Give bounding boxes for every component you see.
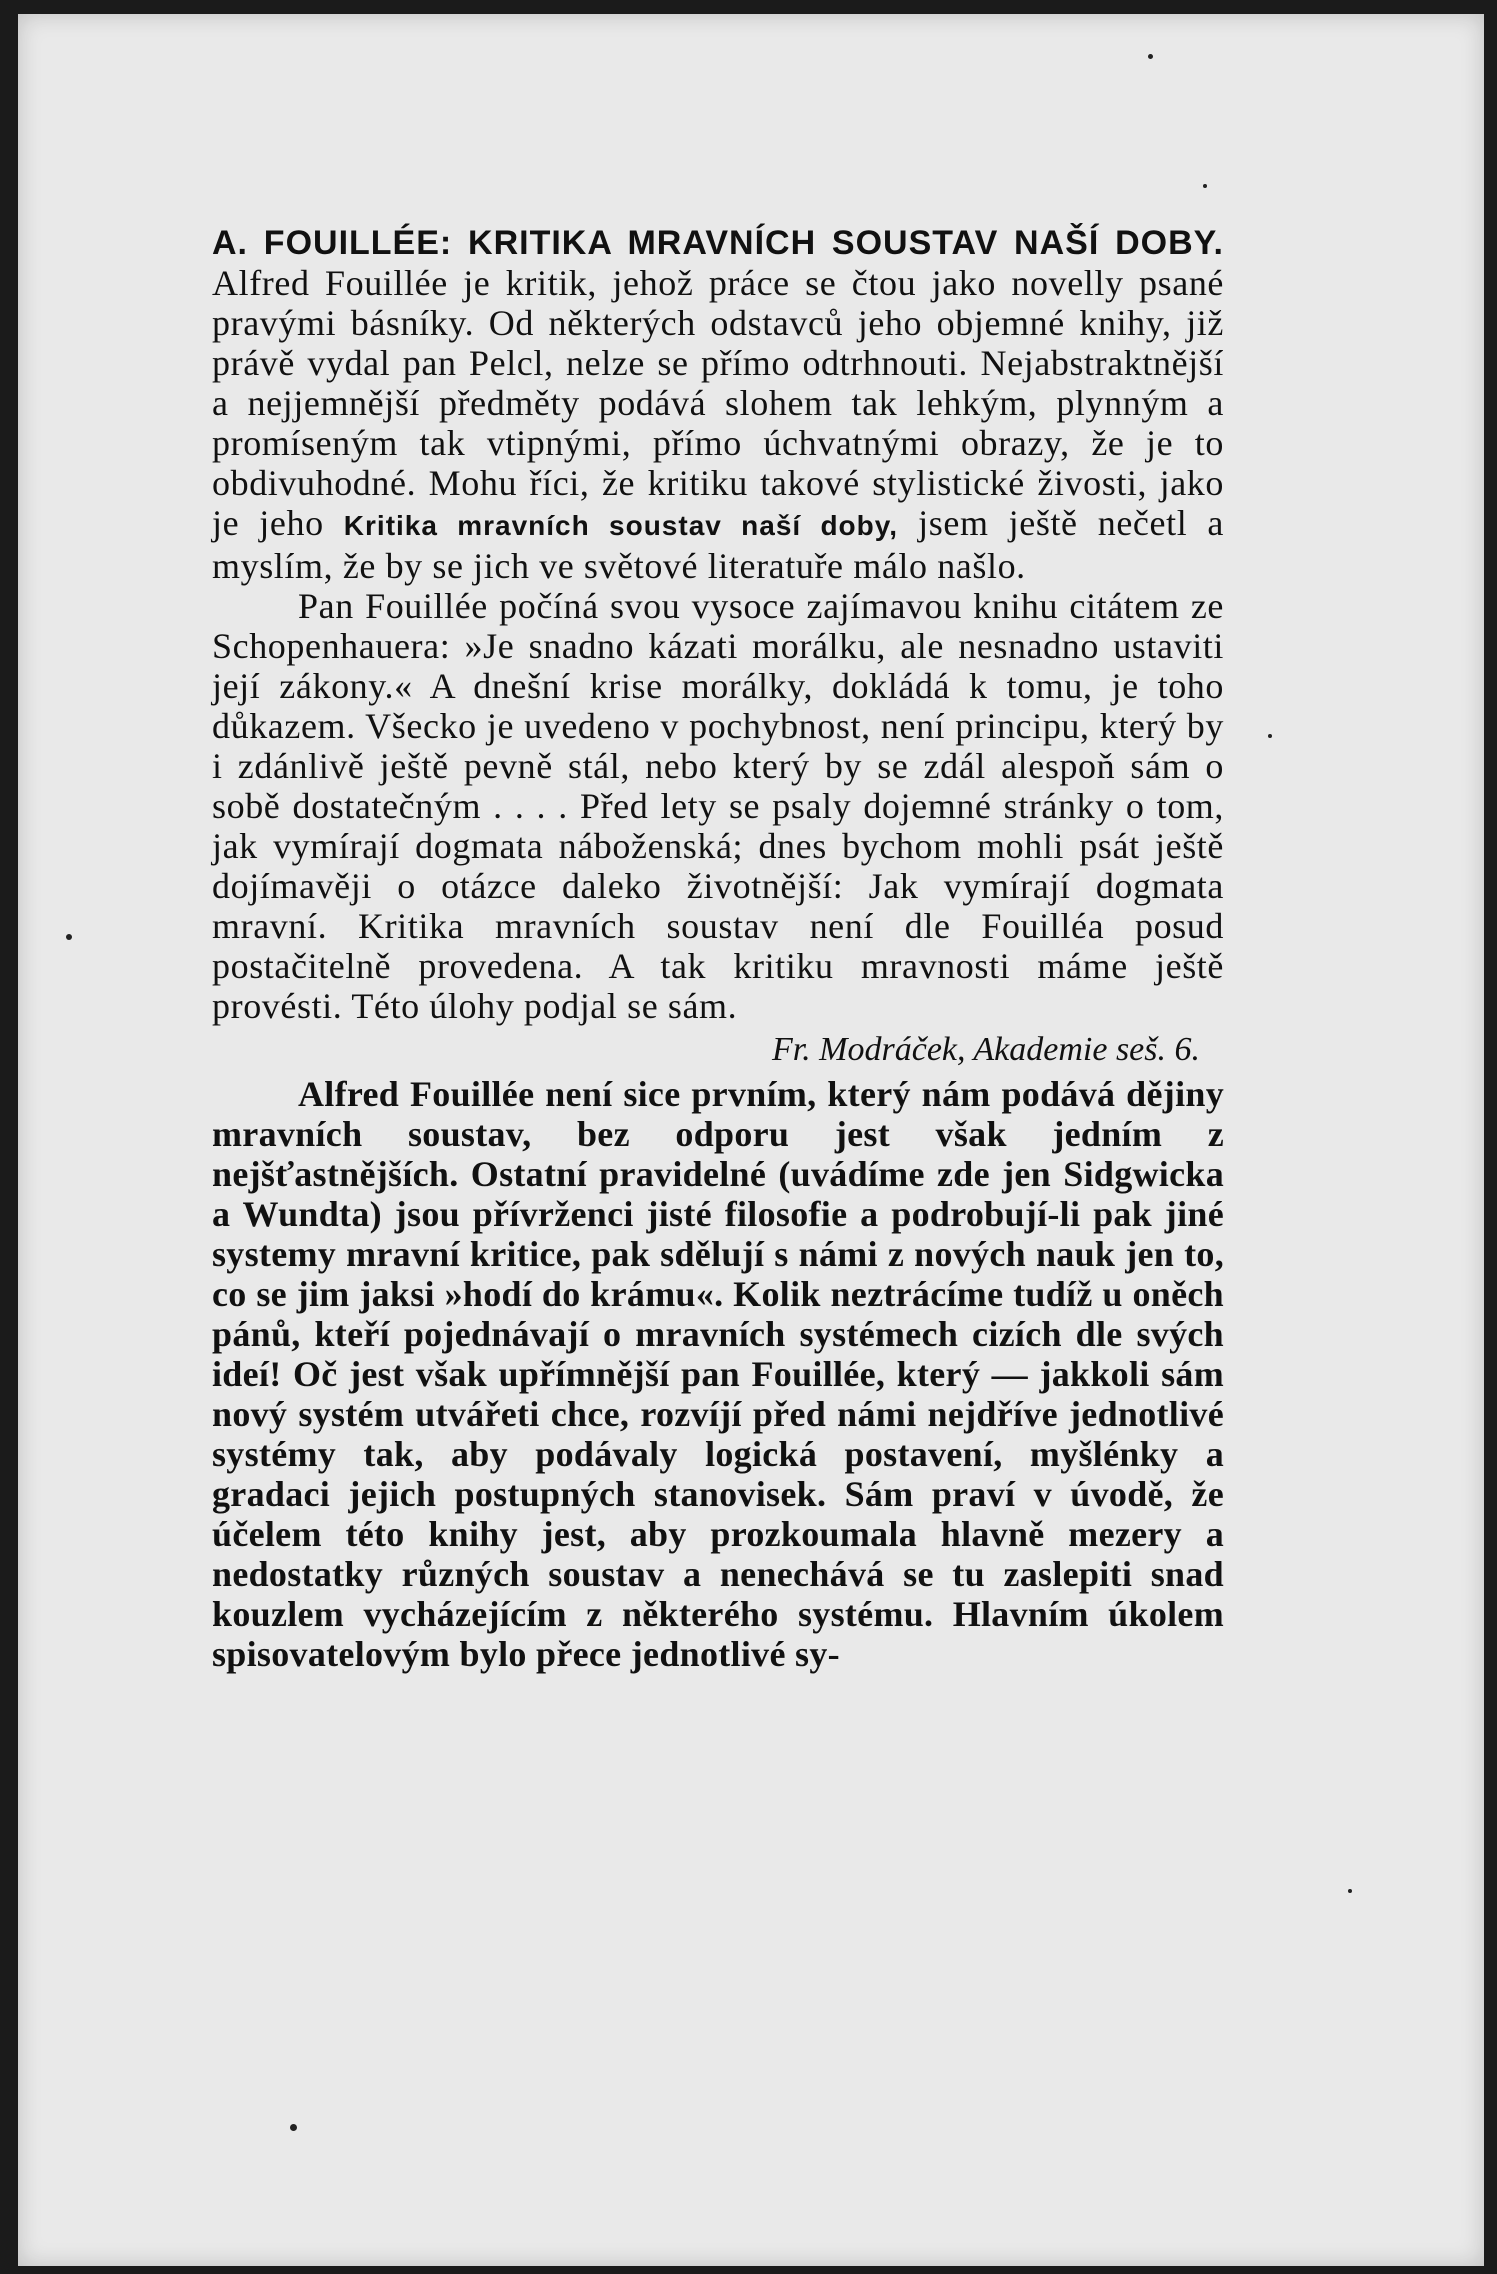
ink-speck: [1148, 54, 1153, 59]
review-paragraph: Alfred Fouillée není sice prvním, který nám podává dějiny mravních soustav, bez odporu jest však jedním z nejšťastnějších. Ostatní pravidelné (uvádíme zde jen Sidgwicka a Wundta) jsou přívrženci jisté filosofie a podrobují-li pak jiné systemy mravní kritice, pak sdělují s námi z nových nauk jen to, co se jim jaksi »hodí do krámu«. Kolik neztrácíme tudíž u oněch pánů, kteří pojednávají o mravních systémech cizích dle svých ideí! Oč jest však upřímnější pan Fouillée, který — jakkoli sám nový systém utvářeti chce, rozvíjí před námi nejdříve jednotlivé systémy tak, aby podávaly logická postavení, myšlénky a gradaci jejich postupných stanovisek. Sám praví v úvodě, že účelem této knihy jest, aby prozkoumala hlavně mezery a nedostatky různých soustav a nenechává se tu zaslepiti snad kouzlem vycházejícím z některého systému. Hlavním úkolem spisovatelovým bylo přece jednotlivé sy-: [212, 1074, 1224, 1674]
book-title: Kritika mravních soustav naší doby,: [343, 510, 899, 541]
ink-speck: [66, 934, 72, 940]
article-heading: A. FOUILLÉE: KRITIKA MRAVNÍCH SOUSTAV NAŠÍ DOBY.: [212, 224, 1224, 262]
intro-text-end: jsem ještě nečetl a myslím, že by se jich ve světové literatuře málo našlo.: [212, 503, 1224, 586]
intro-paragraph: [212, 222, 1224, 586]
ink-speck: [1203, 184, 1207, 188]
quote-paragraph: Pan Fouillée počíná svou vysoce zajímavou knihu citátem ze Schopenhauera: »Je snadno kázati morálku, ale nesnadno ustaviti její zákony.« A dnešní krise morálky, dokládá k tomu, je toho důkazem. Všecko je uvedeno v pochybnost, není principu, který by i zdánlivě ještě pevně stál, nebo který by se zdál alespoň sám o sobě dostatečným . . . . Před lety se psaly dojemné stránky o tom, jak vymírají dogmata náboženská; dnes bychom mohli psát ještě dojímavěji o otázce daleko životnější: Jak vymírají dogmata mravní. Kritika mravních soustav není dle Fouilléa posud postačitelně provedena. A tak kritiku mravnosti máme ještě provésti. Této úlohy podjal se sám.: [212, 586, 1224, 1026]
intro-text: Alfred Fouillée je kritik, jehož práce se čtou jako novelly psané pravými básníky. Od některých odstavců jeho objemné knihy, již právě vydal pan Pelcl, nelze se přímo odtrhnouti. Nejabstraktnější a nejjemnější předměty podává slohem tak lehkým, plynným a promíseným tak vtipnými, přímo úchvatnými obrazy, že je to obdivuhodné. Mohu říci, že kritiku takové stylistické živosti, jako je jeho: [212, 263, 1224, 543]
scanned-page: [18, 14, 1484, 2266]
article-column: [212, 222, 1224, 1674]
signature: Fr. Modráček, Akademie seš. 6.: [771, 1031, 1200, 1068]
ink-speck: [1268, 734, 1272, 738]
ink-speck: [290, 2124, 297, 2131]
ink-speck: [1348, 1889, 1352, 1893]
